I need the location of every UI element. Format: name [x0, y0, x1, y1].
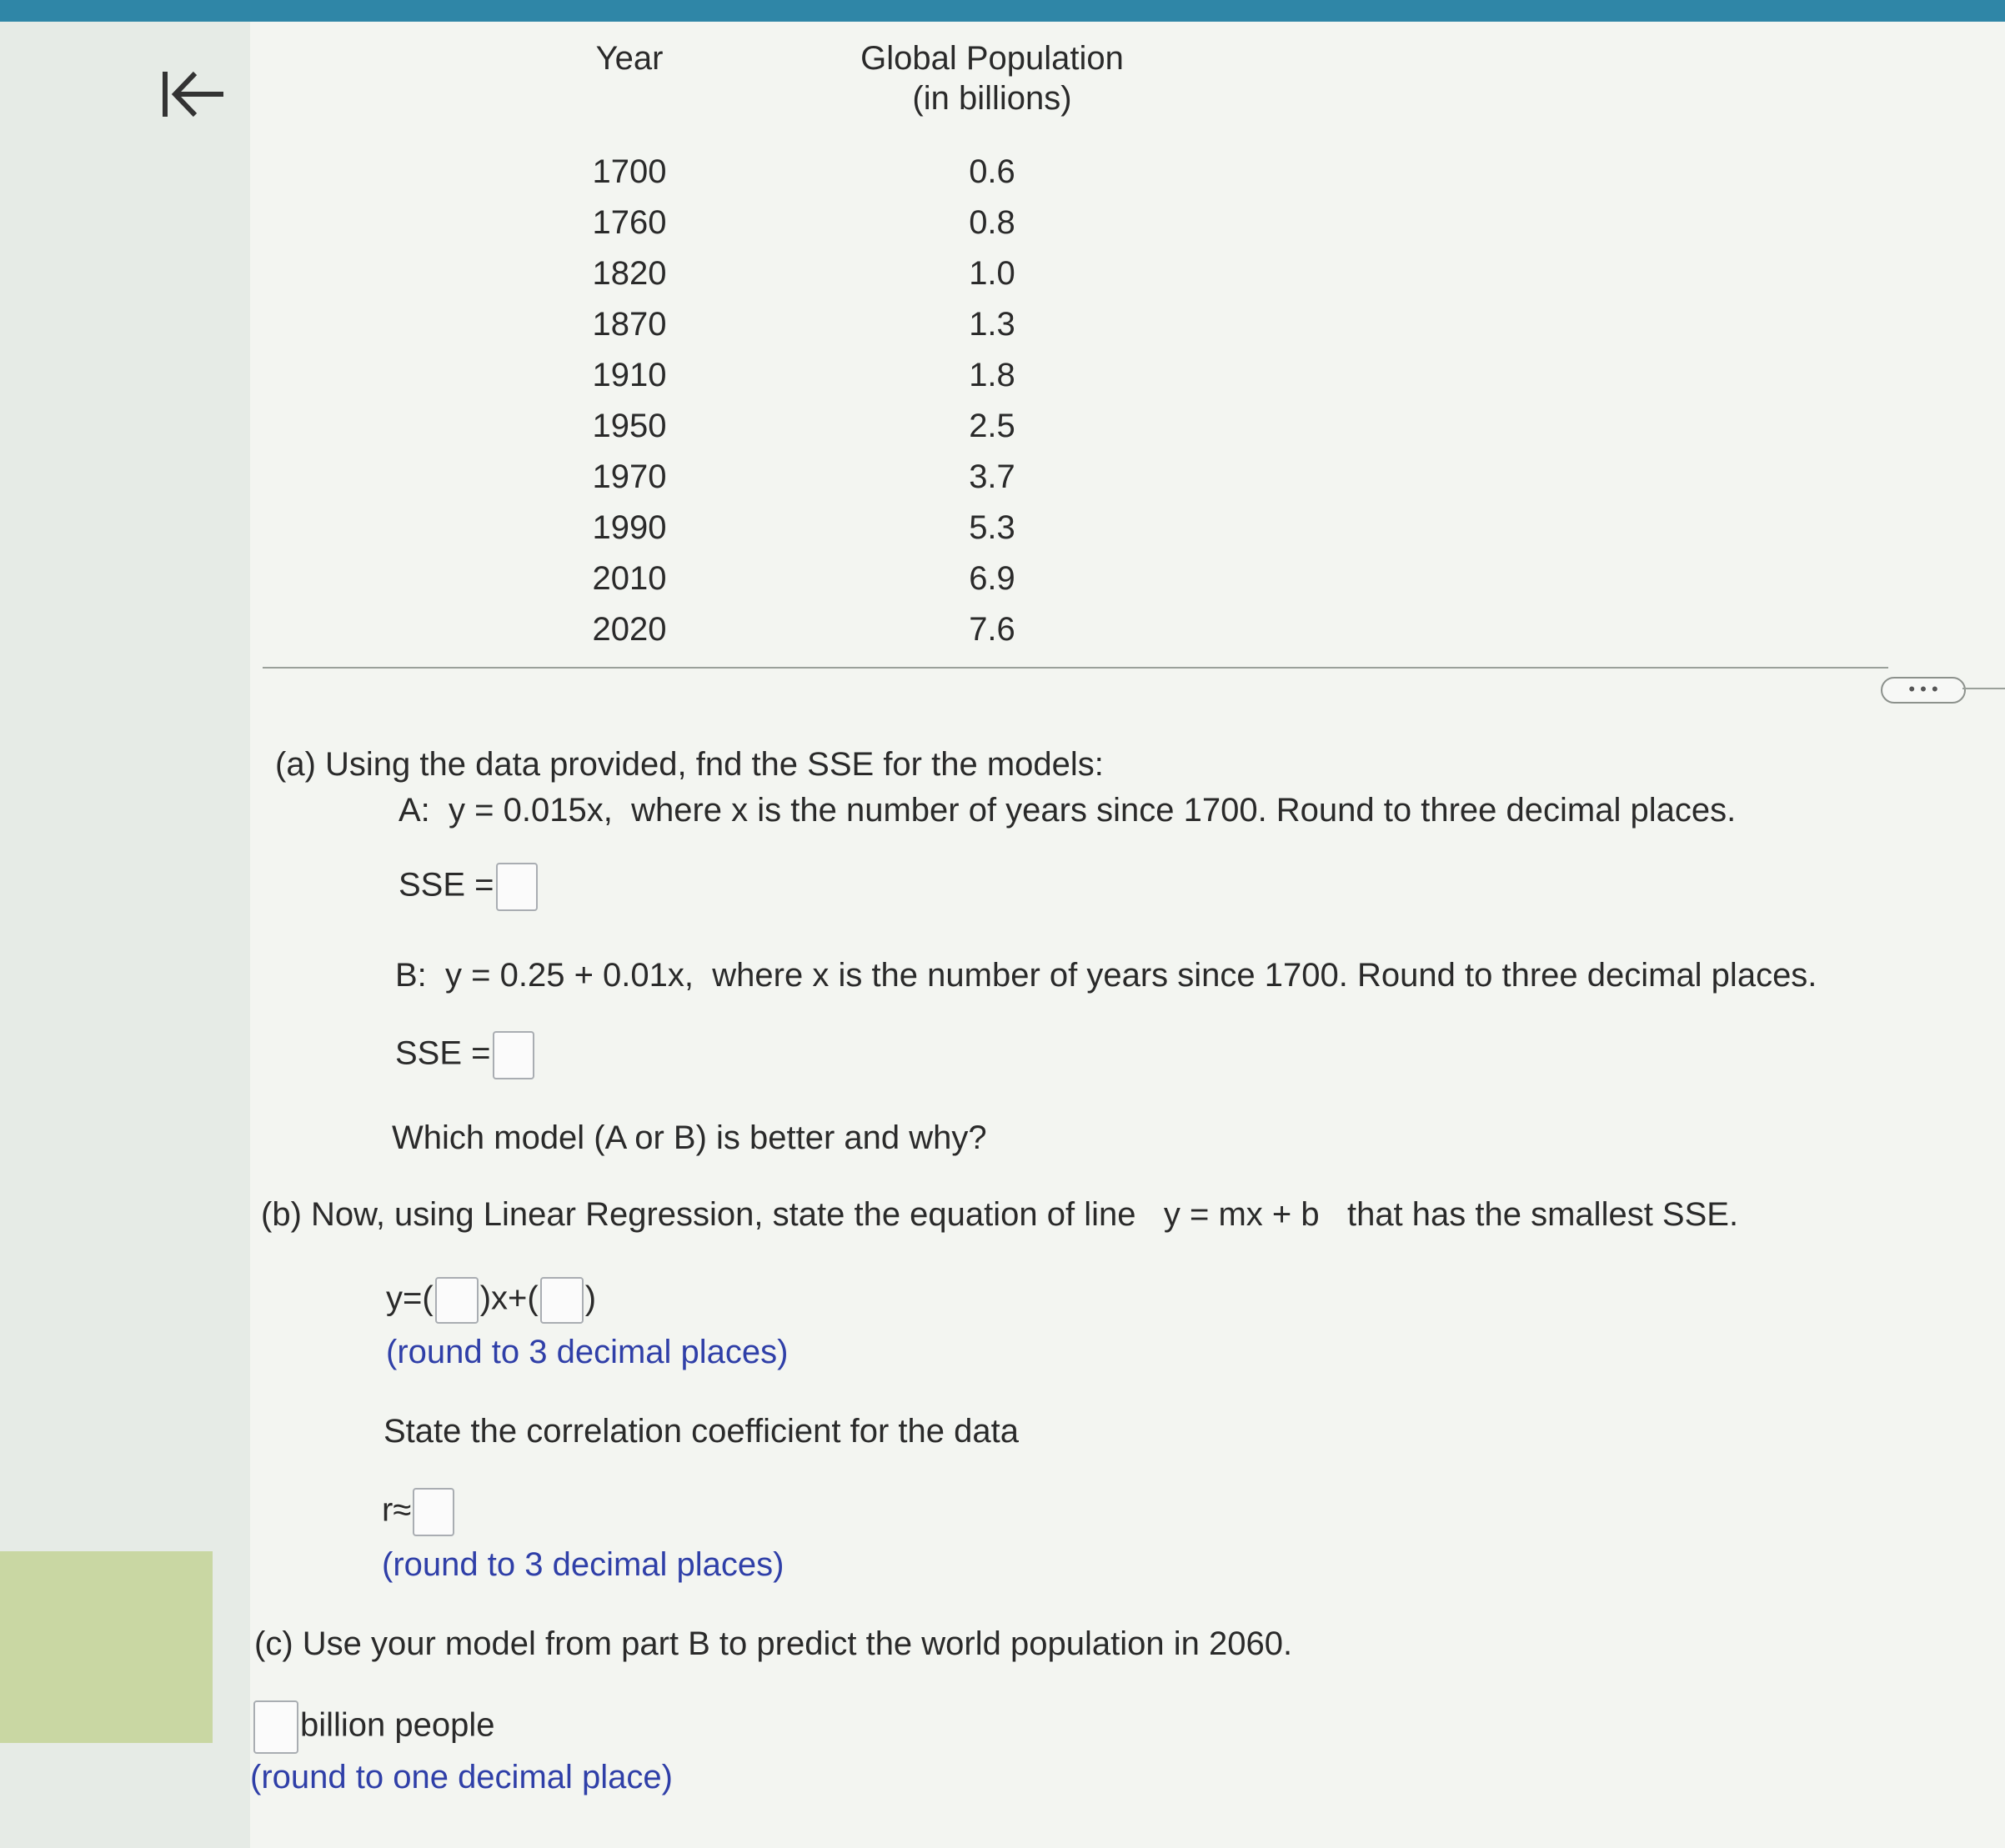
model-b-equation: y = 0.25 + 0.01x, — [445, 957, 694, 994]
section-divider-tail — [1962, 688, 2005, 689]
model-a-description: where x is the number of years since 1700. Round to three decimal places. — [631, 792, 1737, 829]
table-row — [550, 503, 1175, 553]
prediction-input[interactable] — [253, 1700, 298, 1754]
rail-highlight — [0, 1551, 213, 1743]
sse-b-row — [395, 1031, 536, 1079]
intercept-input[interactable] — [540, 1277, 584, 1324]
eq-prefix: y=( — [386, 1280, 434, 1317]
table-row — [550, 299, 1175, 350]
population-table — [550, 38, 1175, 655]
section-divider — [263, 667, 1888, 669]
population-cell: 1.3 — [969, 306, 1015, 343]
population-cell: 6.9 — [969, 560, 1015, 597]
year-header: Year — [595, 40, 664, 77]
table-row — [550, 198, 1175, 248]
table-header-row — [550, 38, 1175, 147]
table-row — [550, 401, 1175, 452]
population-header: Global Population (in billions) — [860, 40, 1124, 117]
year-cell: 2010 — [592, 560, 667, 597]
left-rail — [0, 22, 252, 1848]
population-cell: 5.3 — [969, 509, 1015, 546]
year-cell: 1910 — [592, 357, 667, 393]
model-a-tag: A: — [398, 792, 430, 829]
eq-suffix: ) — [584, 1280, 597, 1317]
sse-a-label: SSE = — [398, 866, 494, 904]
year-cell: 1820 — [592, 255, 667, 292]
part-b-prompt-start: (b) Now, using Linear Regression, state the equation of line — [261, 1196, 1136, 1233]
year-cell: 1950 — [592, 408, 667, 444]
table-row — [550, 350, 1175, 401]
prediction-row — [252, 1700, 495, 1754]
population-cell: 3.7 — [969, 458, 1015, 495]
table-row — [550, 604, 1175, 655]
year-cell: 1990 — [592, 509, 667, 546]
year-cell: 1870 — [592, 306, 667, 343]
year-cell: 2020 — [592, 611, 667, 648]
model-a-line — [398, 792, 1736, 829]
population-cell: 1.0 — [969, 255, 1015, 292]
part-a-prompt: (a) Using the data provided, fnd the SSE for the models: — [275, 746, 1104, 783]
eq-middle: )x+( — [479, 1280, 539, 1317]
part-b-prompt — [261, 1196, 1738, 1234]
sse-b-label: SSE = — [395, 1034, 491, 1072]
population-cell: 1.8 — [969, 357, 1015, 393]
sse-a-row — [398, 863, 539, 911]
r-label: r≈ — [382, 1491, 412, 1529]
which-model-question: Which model (A or B) is better and why? — [392, 1119, 987, 1156]
table-row — [550, 553, 1175, 604]
first-page-arrow-icon[interactable] — [157, 65, 232, 123]
prediction-unit: billion people — [300, 1706, 495, 1744]
regression-equation-row — [386, 1277, 596, 1324]
top-bar — [0, 0, 2005, 22]
slope-input[interactable] — [435, 1277, 479, 1324]
year-cell: 1970 — [592, 458, 667, 495]
year-cell: 1700 — [592, 153, 667, 190]
correlation-input[interactable] — [413, 1488, 454, 1536]
correlation-prompt: State the correlation coefficient for the data — [383, 1413, 1019, 1450]
population-cell: 0.8 — [969, 204, 1015, 241]
round-note-prediction: (round to one decimal place) — [250, 1759, 673, 1795]
round-note-correlation: (round to 3 decimal places) — [382, 1546, 784, 1583]
population-cell: 0.6 — [969, 153, 1015, 190]
table-row — [550, 248, 1175, 299]
year-cell: 1760 — [592, 204, 667, 241]
part-b-prompt-end: that has the smallest SSE. — [1346, 1196, 1739, 1233]
model-b-description: where x is the number of years since 1700. Round to three decimal places. — [712, 957, 1817, 994]
more-options-button[interactable]: • • • — [1881, 677, 1966, 704]
part-c-prompt: (c) Use your model from part B to predict the world population in 2060. — [254, 1625, 1293, 1662]
part-b-equation: y = mx + b — [1163, 1196, 1320, 1233]
model-b-line — [395, 957, 1817, 994]
model-a-equation: y = 0.015x, — [449, 792, 613, 829]
correlation-row — [382, 1488, 456, 1536]
sse-b-input[interactable] — [493, 1031, 534, 1079]
round-note-regression: (round to 3 decimal places) — [386, 1334, 789, 1370]
sse-a-input[interactable] — [496, 863, 538, 911]
population-cell: 2.5 — [969, 408, 1015, 444]
model-b-tag: B: — [395, 957, 427, 994]
table-row — [550, 452, 1175, 503]
population-cell: 7.6 — [969, 611, 1015, 648]
table-row — [550, 147, 1175, 198]
